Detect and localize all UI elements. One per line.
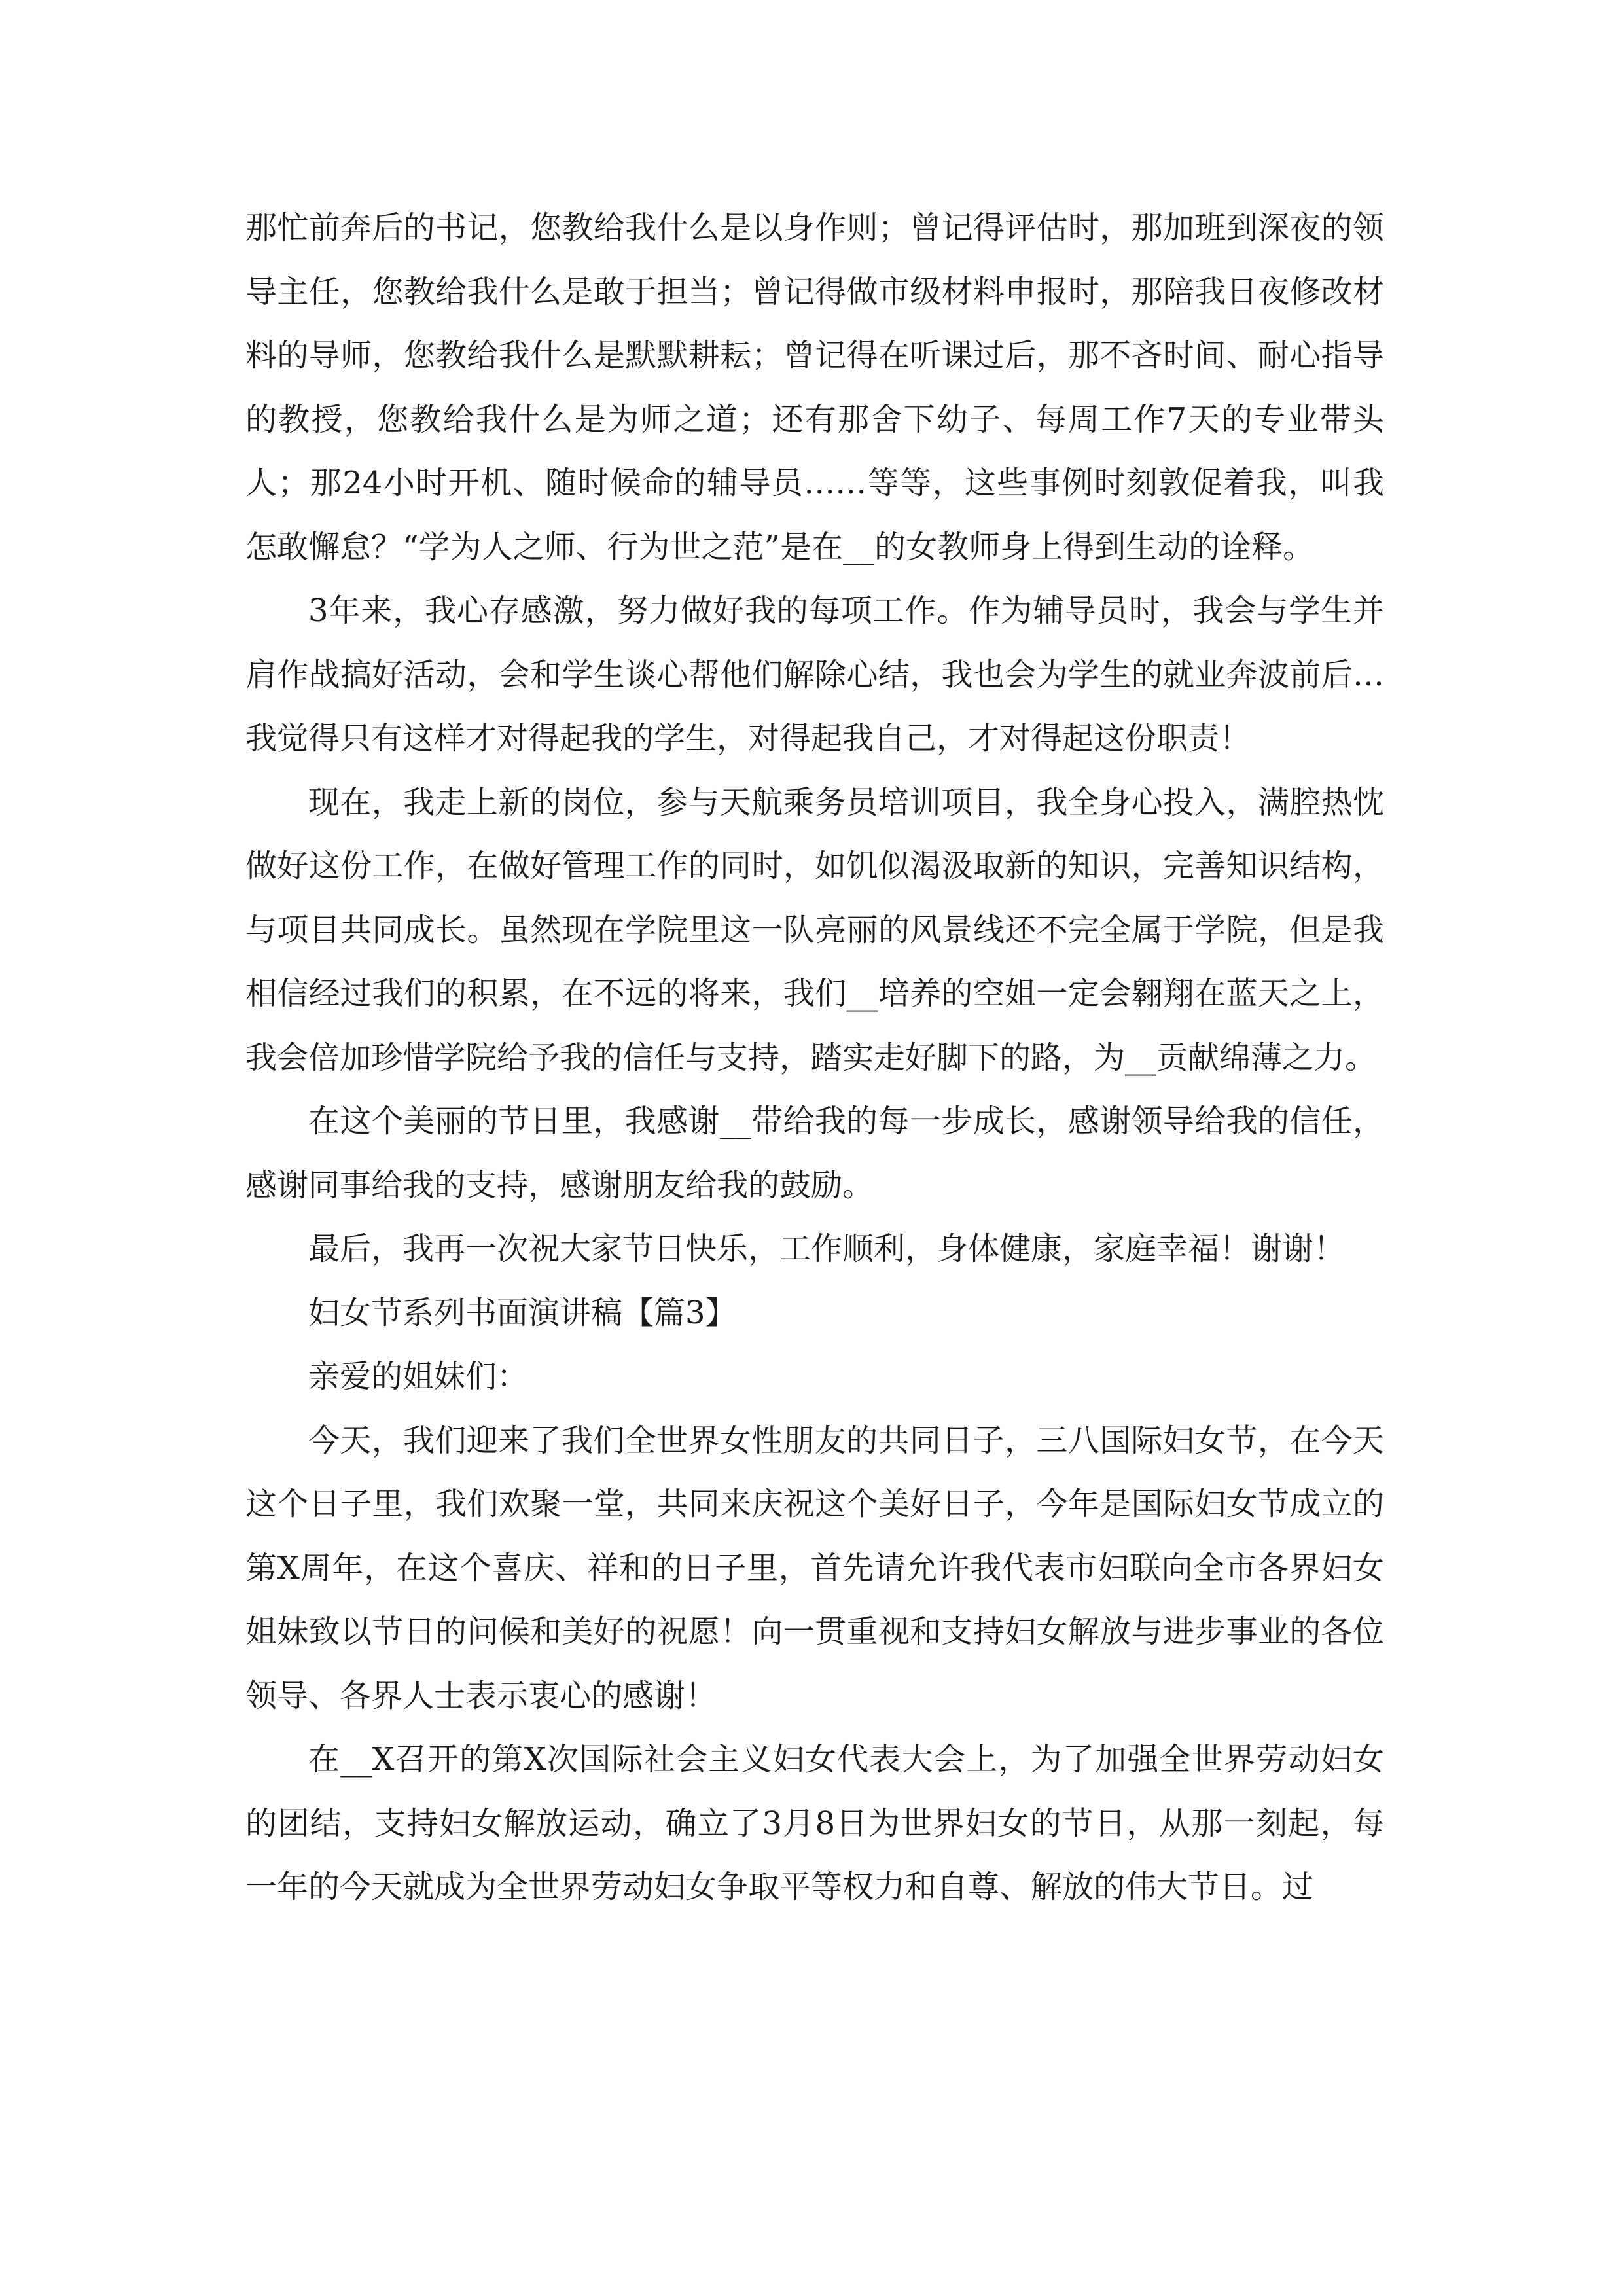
document-body bbox=[245, 196, 1384, 1920]
paragraph-new-post: 现在，我走上新的岗位，参与天航乘务员培训项目，我全身心投入，满腔热忱做好这份工作，在做好管理工作的同时，如饥似渴汲取新的知识，完善知识结构，与项目共同成长。虽然现在学院里这一队亮丽的风景线还不完全属于学院，但是我相信经过我们的积累，在不远的将来，我们__培养的空姐一定会翱翔在蓝天之上，我会倍加珍惜学院给予我的信任与支持，踏实走好脚下的路，为__贡献绵薄之力。 bbox=[245, 783, 1384, 1076]
salutation: 亲爱的姐妹们： bbox=[308, 1358, 529, 1395]
paragraph-three-years: 3年来，我心存感激，努力做好我的每项工作。作为辅导员时，我会与学生并肩作战搞好活动，会和学生谈心帮他们解除心结，我也会为学生的就业奔波前后… 我觉得只有这样才对得起我的学生，对得起我自己，才对得起这份职责！ bbox=[245, 592, 1384, 757]
paragraph-closing: 最后，我再一次祝大家节日快乐，工作顺利，身体健康，家庭幸福！谢谢！ bbox=[308, 1230, 1346, 1267]
paragraph-today: 今天，我们迎来了我们全世界女性朋友的共同日子，三八国际妇女节，在今天这个日子里，我们欢聚一堂，共同来庆祝这个美好日子，今年是国际妇女节成立的第X周年，在这个喜庆、祥和的日子里，首先请允许我代表市妇联向全市各界妇女姐妹致以节日的问候和美好的祝愿！向一贯重视和支持妇女解放与进步事业的各位领导、各界人士表示衷心的感谢！ bbox=[245, 1422, 1384, 1714]
paragraph-mentors: 那忙前奔后的书记，您教给我什么是以身作则；曾记得评估时，那加班到深夜的领导主任，您教给我什么是敢于担当；曾记得做市级材料申报时，那陪我日夜修改材料的导师，您教给我什么是默默耕耘；曾记得在听课过后，那不吝时间、耐心指导的教授，您教给我什么是为师之道；还有那舍下幼子、每周工作7天的专业带头人；那24小时开机、随时候命的辅导员……等等，这些事例时刻敦促着我，叫我怎敢懈怠？“学为人之师、行为世之范”是在__的女教师身上得到生动的诠释。 bbox=[245, 209, 1384, 565]
section-heading: 妇女节系列书面演讲稿【篇3】 bbox=[308, 1294, 737, 1331]
paragraph-history: 在__X召开的第X次国际社会主义妇女代表大会上，为了加强全世界劳动妇女的团结，支持妇女解放运动，确立了3月8日为世界妇女的节日，从那一刻起，每一年的今天就成为全世界劳动妇女争取平等权力和自尊、解放的伟大节日。过 bbox=[245, 1741, 1384, 1905]
paragraph-thanks: 在这个美丽的节日里，我感谢__带给我的每一步成长，感谢领导给我的信任，感谢同事给我的支持，感谢朋友给我的鼓励。 bbox=[245, 1103, 1384, 1204]
